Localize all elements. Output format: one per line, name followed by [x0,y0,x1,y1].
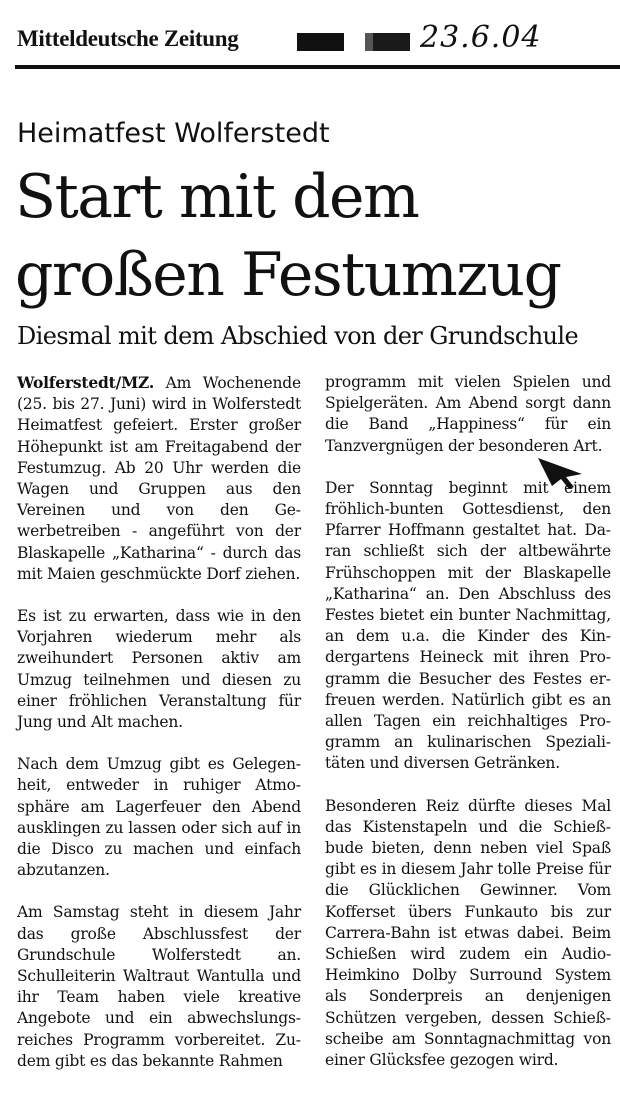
redaction-bar [297,33,344,51]
redaction-bar [365,33,410,51]
headline-line: großen Festumzug [15,240,561,310]
handwritten-date: 23.6.04 [420,20,542,55]
paragraph: Nach dem Umzug gibt es Gelegenheit, entweder in ruhiger Atmosphäre am Lagerfeuer den Abend ausklingen zu lassen oder sich auf in die Disco zu machen und einfach abzutanzen. [17,755,301,880]
paragraph: Besonderen Reiz dürfte dieses Mal das Kistenstapeln und die Schießbude bieten, denn neben viel Spaß gibt es in diesem Jahr tolle Preise für die Glücklichen Gewinner. Vom Kofferset übers Funkauto bis zur Carrera-Bahn ist etwas dabei. Beim Schießen wird zudem ein Audio-Heimkino Dolby Surround System als Sonderpreis an denjenigen Schützen vergeben, dessen Schießscheibe am Sonntagnachmittag von einer Glücksfee gezogen wird. [325,796,611,1070]
paragraph: Es ist zu erwarten, dass wie in den Vorjahren wiederum mehr als zweihundert Personen aktiv am Umzug teilnehmen und diesen zu einer fröhlichen Veranstaltung für Jung und Alt machen. [17,607,301,732]
paragraph: Am Samstag steht in diesem Jahr das große Abschlussfest der Grundschule Wolferstedt an. Schulleiterin Waltraut Wantulla und ihr Team haben viele kreative Angebote und ein abwechslungsreiches Programm vorbereitet. Zudem gibt es das bekannte Rahmen [17,903,301,1070]
article-kicker: Heimatfest Wolferstedt [17,118,330,149]
dateline: Wolferstedt/MZ. [17,373,155,392]
paragraph-text: Am Wochenende (25. bis 27. Juni) wird in Wolferstedt Heimatfest gefeiert. Erster großer Höhepunkt ist am Freitagabend der Festumzug. Ab 20 Uhr werden die Wagen und Gruppen aus den Vereinen und von den Gewerbetreiben - angeführt von der Blaskapelle „Katharina“ - durch das mit Maien geschmückte Dorf ziehen. [17,374,301,583]
header-rule [15,65,620,69]
article-subtitle: Diesmal mit dem Abschied von der Grundschule [17,322,579,350]
text-column-left [17,372,301,1072]
arrow-cursor-icon [536,456,584,490]
paragraph: Der Sonntag beginnt mit einem fröhlich-bunten Gottesdienst, den Pfarrer Hoffmann gestaltet hat. Daran schließt sich der altbewährte Frühschoppen mit der Blaskapelle „Katharina“ an. Den Abschluss des Festes bietet ein bunter Nachmittag, an dem u.a. die Kinder des Kindergartens Heineck mit ihren Programm die Besucher des Festes erfreuen werden. Natürlich gibt es an allen Tagen ein reichhaltiges Programm an kulinarischen Spezialitäten und diversen Getränken. [325,478,611,773]
paragraph: programm mit vielen Spielen und Spielgeräten. Am Abend sorgt dann die Band „Happiness“ für ein Tanzvergnügen der besonderen Art. [325,373,611,455]
headline-line: Start mit dem [15,162,419,232]
newspaper-name: Mitteldeutsche Zeitung [17,26,239,51]
article-headline [15,158,560,314]
paragraph [17,372,301,585]
